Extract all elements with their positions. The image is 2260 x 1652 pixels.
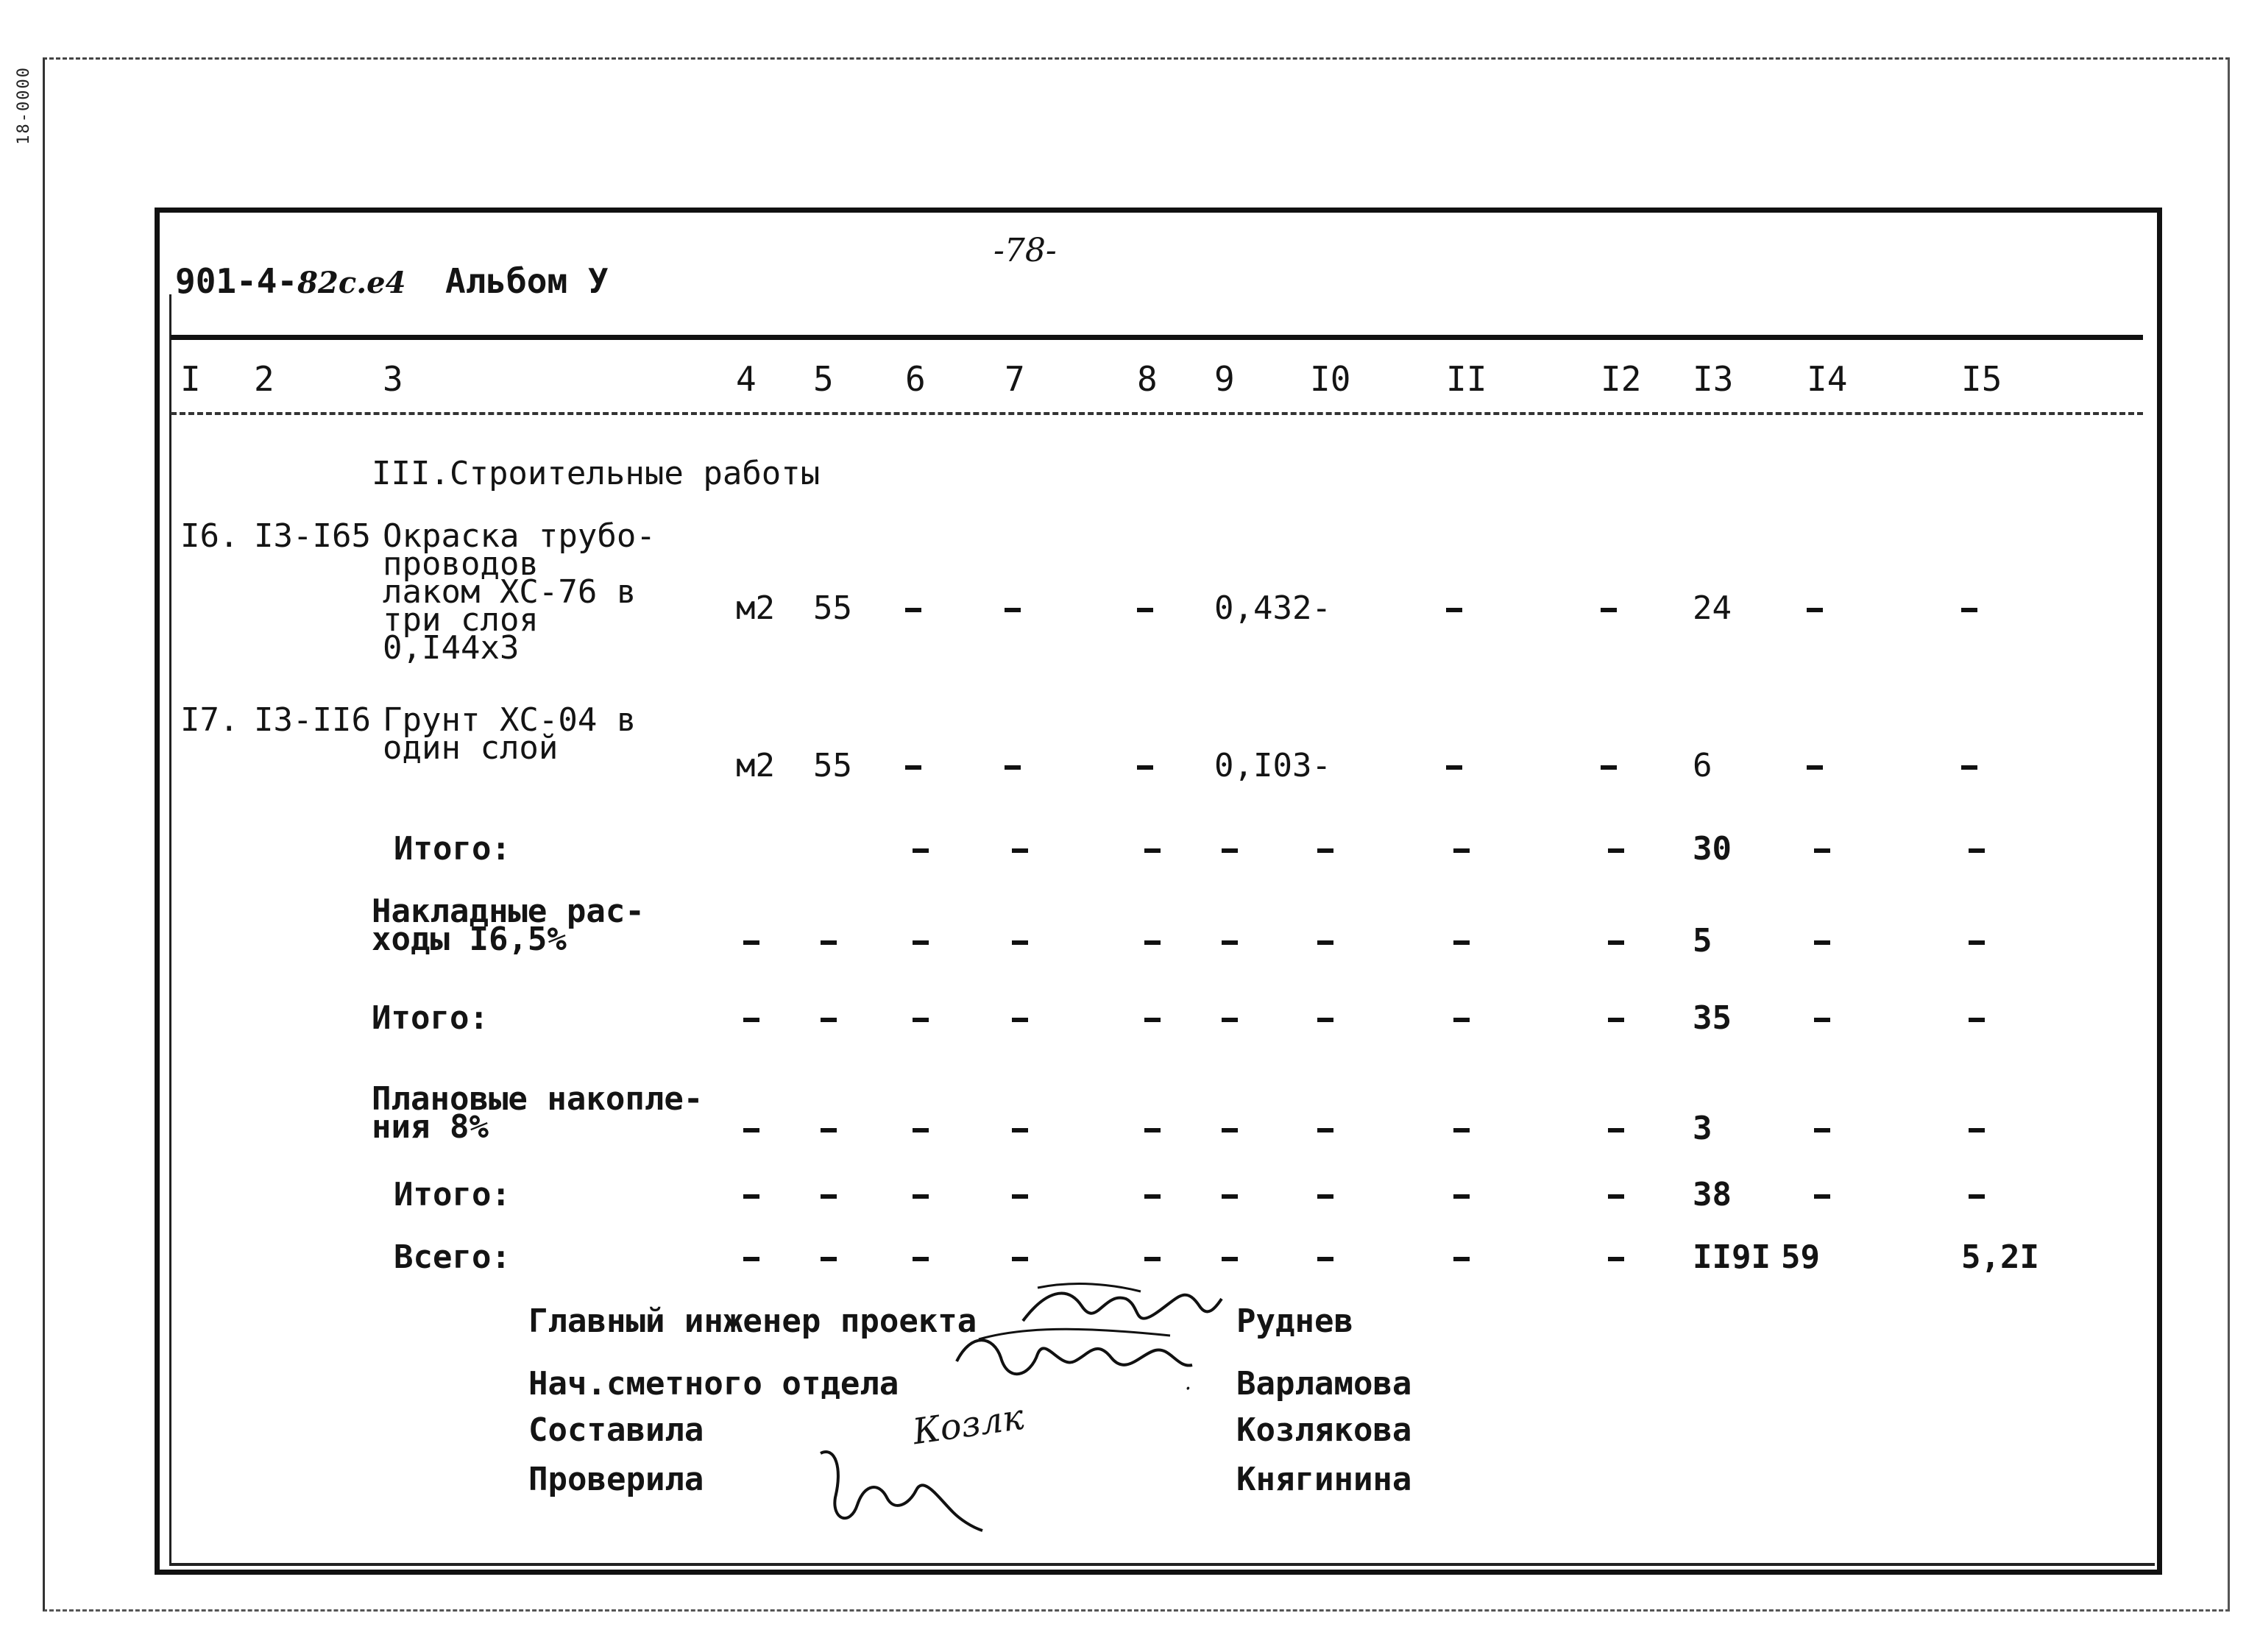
empty-cell-dash xyxy=(1601,608,1617,612)
total-value-col13: 35 xyxy=(1693,999,1732,1037)
signature-name: Руднев xyxy=(1236,1302,1353,1340)
row-value-col13: 6 xyxy=(1693,747,1712,784)
page-number: -78- xyxy=(993,232,1057,269)
empty-cell-dash xyxy=(1222,848,1238,853)
empty-cell-dash xyxy=(1453,1128,1470,1132)
empty-cell-dash xyxy=(1814,848,1830,853)
row-value-col9: 0,I03- xyxy=(1214,747,1331,784)
empty-cell-dash xyxy=(1222,1257,1238,1261)
column-number: I3 xyxy=(1693,359,1734,399)
empty-cell-dash xyxy=(1005,608,1021,612)
total-value-col13: 3 xyxy=(1693,1110,1712,1147)
empty-cell-dash xyxy=(1222,1128,1238,1132)
empty-cell-dash xyxy=(905,765,921,770)
total-label: Всего: xyxy=(394,1238,511,1276)
column-number: II xyxy=(1446,359,1487,399)
signature-name: Княгинина xyxy=(1236,1461,1412,1498)
empty-cell-dash xyxy=(1012,1128,1028,1132)
empty-cell-dash xyxy=(1453,940,1470,945)
signature-role: Составила xyxy=(528,1411,704,1449)
empty-cell-dash xyxy=(1144,1257,1161,1261)
row-number: I6. xyxy=(180,517,239,555)
empty-cell-dash xyxy=(1222,1194,1238,1199)
column-number: 6 xyxy=(905,359,926,399)
empty-cell-dash xyxy=(1317,1257,1333,1261)
empty-cell-dash xyxy=(1453,1018,1470,1022)
empty-cell-dash xyxy=(821,1018,837,1022)
code-handwritten: 82с.е4 xyxy=(297,266,406,300)
row-description: Грунт ХС-04 в один слой xyxy=(383,701,637,767)
margin-mark: 18-0000 xyxy=(15,66,33,145)
empty-cell-dash xyxy=(743,940,759,945)
row-number: I7. xyxy=(180,701,239,739)
empty-cell-dash xyxy=(1608,1018,1624,1022)
empty-cell-dash xyxy=(1222,1018,1238,1022)
empty-cell-dash xyxy=(1453,1257,1470,1261)
empty-cell-dash xyxy=(1005,765,1021,770)
empty-cell-dash xyxy=(913,1194,929,1199)
empty-cell-dash xyxy=(905,608,921,612)
column-number: I4 xyxy=(1807,359,1848,399)
empty-cell-dash xyxy=(1317,1128,1333,1132)
column-number: 4 xyxy=(736,359,757,399)
total-value-col13: II9I xyxy=(1693,1238,1771,1276)
empty-cell-dash xyxy=(1814,1128,1830,1132)
signature-role: Проверила xyxy=(528,1461,704,1498)
empty-cell-dash xyxy=(1012,1257,1028,1261)
empty-cell-dash xyxy=(1608,1257,1624,1261)
column-rule xyxy=(171,412,2143,415)
total-label: Накладные рас- ходы I6,5% xyxy=(372,893,645,958)
row-quantity: 55 xyxy=(813,747,852,784)
empty-cell-dash xyxy=(1969,1018,1985,1022)
empty-cell-dash xyxy=(1137,765,1153,770)
empty-cell-dash xyxy=(1969,848,1985,853)
column-number: 3 xyxy=(383,359,403,399)
row-description: Окраска трубо- проводов лаком ХС-76 в три слоя 0,I44x3 xyxy=(383,517,656,667)
empty-cell-dash xyxy=(1807,765,1823,770)
row-value-col9: 0,432- xyxy=(1214,589,1331,627)
row-code: I3-II6 xyxy=(254,701,371,739)
signature-name: Козлякова xyxy=(1236,1411,1412,1449)
document-code xyxy=(175,261,405,301)
empty-cell-dash xyxy=(913,1257,929,1261)
column-number: I xyxy=(180,359,201,399)
code-printed: 901-4- xyxy=(175,261,298,301)
empty-cell-dash xyxy=(1012,1018,1028,1022)
header-rule xyxy=(171,335,2143,340)
row-code: I3-I65 xyxy=(254,517,371,555)
column-number: 8 xyxy=(1137,359,1158,399)
signature-name: Варламова xyxy=(1236,1365,1412,1403)
signature-scrawl-estimate-head xyxy=(949,1325,1207,1394)
empty-cell-dash xyxy=(743,1194,759,1199)
empty-cell-dash xyxy=(1608,940,1624,945)
column-number: 5 xyxy=(813,359,834,399)
row-quantity: 55 xyxy=(813,589,852,627)
total-label: Итого: xyxy=(394,1176,511,1213)
empty-cell-dash xyxy=(1317,1194,1333,1199)
column-number: I0 xyxy=(1310,359,1351,399)
empty-cell-dash xyxy=(1969,1194,1985,1199)
empty-cell-dash xyxy=(1814,1018,1830,1022)
empty-cell-dash xyxy=(1807,608,1823,612)
column-number: 9 xyxy=(1214,359,1235,399)
empty-cell-dash xyxy=(1144,1194,1161,1199)
empty-cell-dash xyxy=(1814,1194,1830,1199)
signature-scrawl-checker xyxy=(798,1439,990,1534)
empty-cell-dash xyxy=(821,1257,837,1261)
total-label: Итого: xyxy=(394,830,511,868)
empty-cell-dash xyxy=(743,1128,759,1132)
empty-cell-dash xyxy=(821,1128,837,1132)
empty-cell-dash xyxy=(1969,1128,1985,1132)
column-number: I5 xyxy=(1961,359,2002,399)
total-value-col13: 5 xyxy=(1693,922,1712,960)
total-label: Плановые накопле- ния 8% xyxy=(372,1080,704,1146)
empty-cell-dash xyxy=(1317,1018,1333,1022)
empty-cell-dash xyxy=(1446,608,1462,612)
empty-cell-dash xyxy=(1961,765,1977,770)
empty-cell-dash xyxy=(1453,1194,1470,1199)
empty-cell-dash xyxy=(1969,940,1985,945)
empty-cell-dash xyxy=(1144,1018,1161,1022)
signature-role: Нач.сметного отдела xyxy=(528,1365,899,1403)
scrawl-dot: · xyxy=(1180,1375,1197,1403)
column-number: I2 xyxy=(1601,359,1642,399)
empty-cell-dash xyxy=(913,848,929,853)
empty-cell-dash xyxy=(821,1194,837,1199)
row-unit: м2 xyxy=(736,589,775,627)
empty-cell-dash xyxy=(913,940,929,945)
album-title: Альбом У xyxy=(445,261,609,301)
empty-cell-dash xyxy=(1814,940,1830,945)
empty-cell-dash xyxy=(743,1018,759,1022)
empty-cell-dash xyxy=(1317,940,1333,945)
empty-cell-dash xyxy=(1608,848,1624,853)
empty-cell-dash xyxy=(1222,940,1238,945)
column-number: 2 xyxy=(254,359,274,399)
empty-cell-dash xyxy=(1012,1194,1028,1199)
row-value-col13: 24 xyxy=(1693,589,1732,627)
empty-cell-dash xyxy=(1012,940,1028,945)
empty-cell-dash xyxy=(1144,1128,1161,1132)
empty-cell-dash xyxy=(1608,1128,1624,1132)
empty-cell-dash xyxy=(821,940,837,945)
empty-cell-dash xyxy=(1137,608,1153,612)
empty-cell-dash xyxy=(1012,848,1028,853)
empty-cell-dash xyxy=(913,1018,929,1022)
signature-scrawl-compiler: Козлк xyxy=(910,1396,1027,1453)
total-label: Итого: xyxy=(372,999,489,1037)
empty-cell-dash xyxy=(1317,848,1333,853)
empty-cell-dash xyxy=(1453,848,1470,853)
section-title: III.Строительные работы xyxy=(372,455,821,492)
empty-cell-dash xyxy=(1144,848,1161,853)
empty-cell-dash xyxy=(743,1257,759,1261)
empty-cell-dash xyxy=(1608,1194,1624,1199)
total-value-col14: 59 xyxy=(1781,1238,1820,1276)
empty-cell-dash xyxy=(1961,608,1977,612)
total-value-col13: 38 xyxy=(1693,1176,1732,1213)
empty-cell-dash xyxy=(1144,940,1161,945)
empty-cell-dash xyxy=(1601,765,1617,770)
signature-role: Главный инженер проекта xyxy=(528,1302,977,1340)
row-unit: м2 xyxy=(736,747,775,784)
empty-cell-dash xyxy=(1446,765,1462,770)
column-number: 7 xyxy=(1005,359,1025,399)
total-value-col15: 5,2I xyxy=(1961,1238,2039,1276)
total-value-col13: 30 xyxy=(1693,830,1732,868)
empty-cell-dash xyxy=(913,1128,929,1132)
